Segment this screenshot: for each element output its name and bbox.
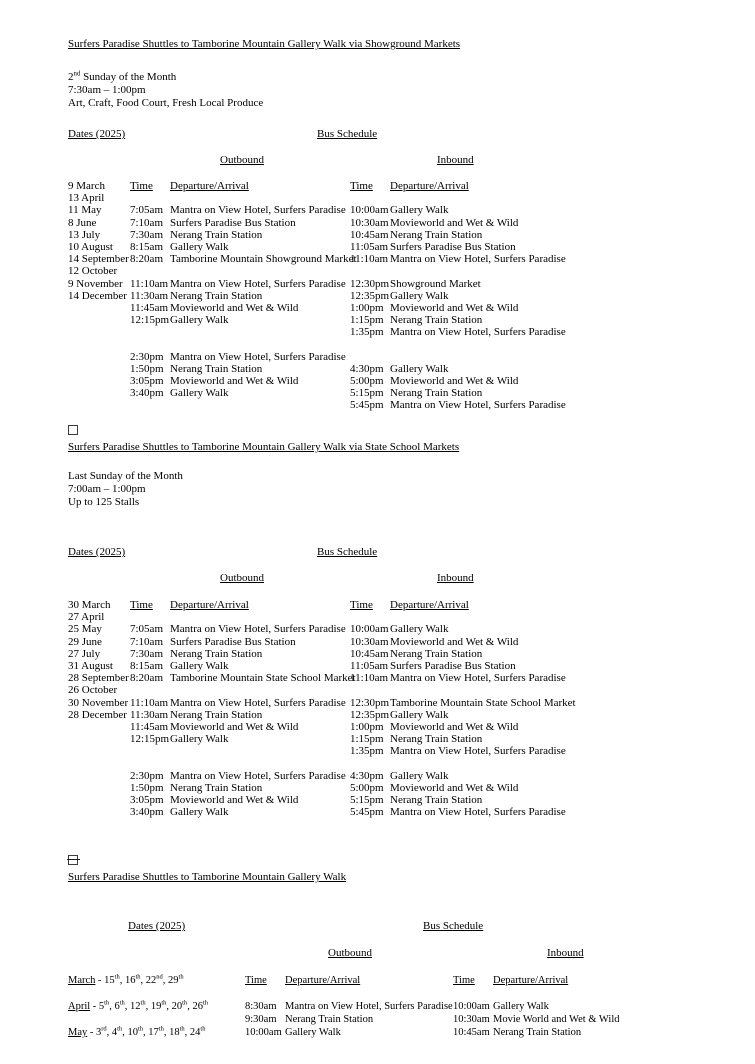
row-date (68, 326, 130, 338)
row-inbound-place (390, 351, 735, 363)
row-outbound-time: 1:50pm (130, 781, 164, 794)
schedule-row (68, 623, 735, 635)
schedule-row (68, 794, 735, 806)
row-inbound-place: Nerang Train Station (390, 314, 483, 327)
month-days: - 3rd, 4th, 10th, 17th, 18th, 24th (87, 1025, 206, 1038)
row-outbound-time (130, 684, 170, 696)
row-inbound-place: Movieworld and Wet & Wild (390, 635, 519, 648)
row-date: 25 May (68, 623, 102, 636)
schedule-row (68, 363, 735, 375)
row-date (68, 757, 130, 769)
row-outbound-time: 11:30am (130, 289, 169, 302)
month-name: March (68, 975, 96, 986)
month-days: - 5th, 6th, 12th, 19th, 20th, 26th (90, 999, 209, 1012)
section3-title: Surfers Paradise Shuttles to Tamborine Mountain Gallery Walk (68, 871, 347, 883)
section1-outbound-label: Outbound (220, 154, 264, 166)
row-inbound-place: Mantra on View Hotel, Surfers Paradise (390, 806, 566, 819)
schedule-row (68, 204, 735, 216)
row-inbound-time: 1:00pm (350, 301, 384, 314)
row-inbound-time: 11:10am (350, 253, 389, 266)
row-inbound-place (390, 757, 735, 769)
row-date (68, 302, 130, 314)
row-outbound-place: Mantra on View Hotel, Surfers Paradise (170, 204, 346, 217)
schedule-row (68, 375, 735, 387)
row-inbound-time: 1:35pm (350, 745, 384, 758)
row-outbound-time: 7:05am (130, 204, 163, 217)
row-inbound-place: Movieworld and Wet & Wild (390, 720, 519, 733)
row-outbound-place: Nerang Train Station (170, 647, 263, 660)
schedule-row (68, 290, 735, 302)
row-outbound-place: Gallery Walk (170, 387, 229, 400)
row-outbound-place: Mantra on View Hotel, Surfers Paradise (285, 1001, 453, 1012)
row-inbound-place (390, 265, 735, 277)
row-inbound-place: Movieworld and Wet & Wild (390, 375, 519, 387)
row-outbound-time: 2:30pm (130, 350, 164, 363)
row-outbound-time (130, 745, 170, 757)
row-date: 31 August (68, 659, 113, 672)
section3-outbound-label: Outbound (328, 947, 372, 959)
row-outbound-time: 11:10am (130, 277, 169, 290)
empty-checkbox-icon[interactable] (68, 855, 78, 865)
row-inbound-time: 1:15pm (350, 733, 384, 746)
section2-outbound-label: Outbound (220, 572, 264, 584)
row-date (68, 375, 130, 387)
row-date (68, 387, 130, 399)
row-inbound-time: 10:30am (453, 1014, 490, 1025)
schedule-row (68, 265, 735, 277)
row-outbound-time: 1:50pm (130, 362, 164, 375)
row-inbound-place: Mantra on View Hotel, Surfers Paradise (390, 672, 566, 685)
row-outbound-place: Nerang Train Station (170, 781, 263, 794)
row-outbound-time (130, 399, 170, 411)
row-inbound-time: 10:00am (350, 204, 389, 217)
schedule-row (68, 278, 735, 290)
row-inbound-place (390, 192, 735, 204)
row-inbound-time: 12:35pm (350, 708, 390, 721)
section1-col-in-time: Time (350, 180, 373, 192)
section2-col-out-departure: Departure/Arrival (170, 599, 249, 611)
row-date: 28 December (68, 708, 127, 721)
row-inbound-time (350, 611, 390, 623)
row-date (68, 733, 130, 745)
row-outbound-time: 11:45am (130, 720, 169, 733)
section1-frequency: 2nd Sunday of the Month (68, 70, 177, 83)
row-inbound-place: Mantra on View Hotel, Surfers Paradise (390, 326, 566, 339)
section2-header-row (68, 599, 735, 611)
row-outbound-time (130, 192, 170, 204)
row-outbound-time: 7:10am (130, 216, 163, 229)
section1-hours: 7:30am – 1:00pm (68, 83, 146, 96)
row-inbound-place: Nerang Train Station (390, 387, 483, 400)
schedule-row (68, 770, 735, 782)
month-days: - 15th, 16th, 22nd, 29th (95, 973, 184, 986)
row-inbound-place: Movieworld and Wet & Wild (390, 301, 519, 314)
row-date (68, 1026, 245, 1039)
row-outbound-place: Surfers Paradise Bus Station (170, 635, 296, 648)
row-date (68, 1013, 245, 1026)
row-date: 9 November (68, 277, 123, 290)
row-outbound-place: Mantra on View Hotel, Surfers Paradise (170, 623, 346, 636)
row-outbound-place: Mantra on View Hotel, Surfers Paradise (170, 696, 346, 709)
row-inbound-time: 4:30pm (350, 769, 384, 782)
row-date: 29 June (68, 635, 102, 648)
schedule-row (68, 229, 735, 241)
row-outbound-time (245, 987, 285, 1000)
schedule-row (68, 987, 745, 1000)
row-outbound-place: Mantra on View Hotel, Surfers Paradise (170, 769, 346, 782)
row-outbound-time (130, 338, 170, 350)
row-inbound-time: 10:00am (453, 1001, 490, 1012)
row-date (68, 721, 130, 733)
section2-col-out-time: Time (130, 599, 153, 611)
row-outbound-place: Nerang Train Station (170, 228, 263, 241)
section2-info (68, 470, 183, 508)
row-outbound-time: 3:05pm (130, 794, 164, 806)
row-inbound-place: Tamborine Mountain State School Market (390, 696, 576, 709)
section2-bus-schedule-label: Bus Schedule (317, 546, 378, 558)
section2-dates-label: Dates (2025) (68, 546, 126, 558)
row-inbound-time: 12:30pm (350, 696, 390, 709)
row-outbound-time: 8:15am (130, 240, 163, 253)
row-date (68, 770, 130, 782)
row-outbound-time: 8:15am (130, 659, 163, 672)
row-inbound-time (350, 192, 390, 204)
section1-inbound-label: Inbound (437, 154, 474, 166)
row-inbound-time: 1:35pm (350, 326, 384, 339)
schedule-row (68, 782, 735, 794)
row-outbound-place (170, 684, 350, 696)
section1-col-out-time: Time (130, 180, 153, 192)
row-date: 13 July (68, 228, 101, 241)
row-date: 10 August (68, 240, 113, 253)
schedule-row (68, 1000, 745, 1013)
row-date: 27 July (68, 647, 101, 660)
row-outbound-place: Gallery Walk (170, 733, 229, 746)
row-outbound-place: Gallery Walk (170, 659, 229, 672)
schedule-row (68, 709, 735, 721)
row-inbound-time: 1:00pm (350, 720, 384, 733)
schedule-row (68, 1013, 745, 1026)
row-date (68, 363, 130, 375)
row-outbound-time: 7:30am (130, 647, 163, 660)
schedule-row (68, 684, 735, 696)
row-outbound-place (170, 399, 350, 411)
section3-inbound-label: Inbound (547, 947, 584, 959)
row-outbound-place: Movieworld and Wet & Wild (170, 301, 299, 314)
row-outbound-place: Gallery Walk (170, 240, 229, 253)
section1-info (68, 71, 263, 109)
row-inbound-place: Movieworld and Wet & Wild (390, 216, 519, 229)
row-inbound-place: Nerang Train Station (390, 647, 483, 660)
schedule-row (68, 721, 735, 733)
row-inbound-time: 12:35pm (350, 289, 390, 302)
schedule-row (68, 241, 735, 253)
row-date (68, 1000, 245, 1013)
row-date: 8 June (68, 216, 97, 229)
section1-header-row (68, 180, 735, 192)
row-inbound-place: Surfers Paradise Bus Station (390, 240, 516, 253)
row-inbound-place: Mantra on View Hotel, Surfers Paradise (390, 745, 566, 758)
row-outbound-time: 12:15pm (130, 733, 170, 746)
schedule-row (68, 326, 735, 338)
schedule-row (68, 217, 735, 229)
row-outbound-time: 8:30am (245, 1001, 277, 1012)
row-inbound-place: Gallery Walk (493, 1001, 549, 1012)
row-outbound-time: 11:10am (130, 696, 169, 709)
schedule-row (68, 611, 735, 623)
row-outbound-place (170, 338, 350, 350)
row-inbound-place: Movieworld and Wet & Wild (390, 781, 519, 794)
row-outbound-place: Tamborine Mountain State School Market (170, 672, 356, 685)
row-inbound-time: 5:00pm (350, 375, 384, 387)
month-name: April (68, 1001, 91, 1012)
row-date (68, 399, 130, 411)
row-date: 30 November (68, 696, 129, 709)
row-outbound-place: Gallery Walk (285, 1027, 341, 1038)
row-inbound-place: Mantra on View Hotel, Surfers Paradise (390, 253, 566, 266)
section2-description: Up to 125 Stalls (68, 495, 140, 508)
row-date (68, 794, 130, 806)
row-inbound-place: Gallery Walk (390, 362, 449, 375)
row-inbound-time: 10:45am (350, 647, 389, 660)
row-date (68, 351, 130, 363)
row-outbound-place (170, 611, 350, 623)
row-inbound-time: 10:45am (350, 228, 389, 241)
section2-inbound-label: Inbound (437, 572, 474, 584)
row-date: 11 May (68, 204, 102, 217)
row-inbound-time: 5:45pm (350, 806, 384, 819)
section3-col-in-departure: Departure/Arrival (493, 975, 569, 986)
schedule-row (68, 338, 735, 350)
section3-schedule-table (68, 974, 745, 1039)
schedule-row (68, 636, 735, 648)
section2-frequency: Last Sunday of the Month (68, 470, 183, 482)
row-date (68, 745, 130, 757)
row-outbound-place (170, 192, 350, 204)
schedule-row (68, 697, 735, 709)
section1-rows (68, 192, 735, 411)
row-inbound-time: 12:30pm (350, 277, 390, 290)
schedule-row (68, 745, 735, 757)
schedule-row (68, 648, 735, 660)
row-outbound-time: 3:40pm (130, 387, 164, 400)
section3-header-row (68, 974, 745, 987)
row-inbound-place: Movie World and Wet & Wild (493, 1014, 620, 1025)
row-outbound-place: Mantra on View Hotel, Surfers Paradise (170, 350, 346, 363)
section2-title: Surfers Paradise Shuttles to Tamborine Mountain Gallery Walk via State School Markets (68, 441, 460, 453)
row-inbound-place: Nerang Train Station (390, 228, 483, 241)
row-inbound-time: 1:15pm (350, 314, 384, 327)
row-outbound-place (170, 745, 350, 757)
month-name: May (68, 1027, 88, 1038)
row-outbound-time: 7:05am (130, 623, 163, 636)
row-date: 13 April (68, 192, 105, 205)
row-date: 12 October (68, 265, 118, 278)
row-date (68, 987, 245, 1000)
row-inbound-place (493, 987, 745, 1000)
row-outbound-place: Gallery Walk (170, 806, 229, 819)
row-inbound-time: 11:05am (350, 659, 389, 672)
section3-col-out-departure: Departure/Arrival (285, 975, 361, 986)
schedule-row (68, 660, 735, 672)
section1-col-in-departure: Departure/Arrival (390, 180, 469, 192)
row-outbound-time (130, 611, 170, 623)
empty-checkbox-icon[interactable] (68, 425, 78, 435)
row-date (68, 314, 130, 326)
section1-schedule-table (68, 180, 735, 412)
section1-title: Surfers Paradise Shuttles to Tamborine Mountain Gallery Walk via Showground Markets (68, 38, 461, 50)
section3-rows (68, 987, 745, 1039)
section3-header-date (68, 974, 245, 987)
row-inbound-place (390, 611, 735, 623)
row-date (68, 338, 130, 350)
row-outbound-time (130, 326, 170, 338)
section1-header-date: 9 March (68, 180, 105, 192)
row-outbound-time: 7:30am (130, 228, 163, 241)
row-date: 27 April (68, 611, 105, 624)
row-inbound-time (350, 265, 390, 277)
row-outbound-time (130, 265, 170, 277)
row-outbound-time: 3:05pm (130, 375, 164, 387)
row-inbound-place: Showground Market (390, 277, 481, 290)
row-outbound-time: 11:30am (130, 708, 169, 721)
row-inbound-time: 10:30am (350, 635, 389, 648)
schedule-row (68, 302, 735, 314)
row-inbound-time: 5:45pm (350, 399, 384, 412)
schedule-row (68, 192, 735, 204)
row-inbound-place (390, 338, 735, 350)
section1-bus-schedule-label: Bus Schedule (317, 128, 378, 140)
row-inbound-time: 5:15pm (350, 794, 384, 806)
row-outbound-place: Movieworld and Wet & Wild (170, 375, 299, 387)
row-inbound-place: Surfers Paradise Bus Station (390, 659, 516, 672)
section3-col-in-time: Time (453, 975, 475, 986)
row-inbound-time: 11:05am (350, 240, 389, 253)
row-outbound-place: Nerang Train Station (170, 289, 263, 302)
schedule-row (68, 314, 735, 326)
row-inbound-time: 10:30am (350, 216, 389, 229)
row-outbound-place: Movieworld and Wet & Wild (170, 794, 299, 806)
row-date (68, 782, 130, 794)
row-inbound-place: Nerang Train Station (390, 733, 483, 746)
row-inbound-time (350, 757, 390, 769)
schedule-row (68, 733, 735, 745)
row-inbound-time: 11:10am (350, 672, 389, 685)
row-outbound-time: 8:20am (130, 672, 163, 685)
row-outbound-time: 11:45am (130, 301, 169, 314)
section3-col-out-time: Time (245, 975, 267, 986)
row-inbound-place: Nerang Train Station (390, 794, 483, 806)
section2-rows (68, 611, 735, 818)
section1-description: Art, Craft, Food Court, Fresh Local Produce (68, 96, 264, 109)
row-inbound-place: Nerang Train Station (493, 1027, 582, 1038)
row-date (68, 806, 130, 818)
section2-col-in-time: Time (350, 599, 373, 611)
row-date: 28 September (68, 672, 129, 685)
section2-hours: 7:00am – 1:00pm (68, 482, 146, 495)
section2-header-date: 30 March (68, 599, 111, 611)
schedule-row (68, 253, 735, 265)
schedule-row (68, 806, 735, 818)
row-inbound-time: 10:00am (350, 623, 389, 636)
row-date: 14 December (68, 289, 127, 302)
row-outbound-place: Movieworld and Wet & Wild (170, 720, 299, 733)
row-outbound-place: Nerang Train Station (285, 1014, 374, 1025)
section1-dates-label: Dates (2025) (68, 128, 126, 140)
row-outbound-place (170, 326, 350, 338)
section3-dates-label: Dates (2025) (128, 920, 186, 932)
row-date: 14 September (68, 253, 129, 266)
row-inbound-place: Gallery Walk (390, 708, 449, 721)
row-inbound-time (350, 351, 390, 363)
section3-bus-schedule-label: Bus Schedule (423, 920, 484, 932)
row-inbound-time: 4:30pm (350, 362, 384, 375)
row-inbound-time: 10:45am (453, 1027, 490, 1038)
row-inbound-place (390, 684, 735, 696)
row-inbound-time (350, 684, 390, 696)
row-inbound-place: Mantra on View Hotel, Surfers Paradise (390, 399, 566, 412)
row-outbound-time: 9:30am (245, 1014, 277, 1025)
row-outbound-time (130, 757, 170, 769)
row-outbound-place: Surfers Paradise Bus Station (170, 216, 296, 229)
schedule-row (68, 351, 735, 363)
row-outbound-place: Mantra on View Hotel, Surfers Paradise (170, 277, 346, 290)
row-outbound-time: 8:20am (130, 253, 163, 266)
schedule-row (68, 757, 735, 769)
row-outbound-time: 2:30pm (130, 769, 164, 782)
row-outbound-time: 10:00am (245, 1027, 282, 1038)
row-outbound-place: Nerang Train Station (170, 362, 263, 375)
section2-schedule-table (68, 599, 735, 818)
row-inbound-place: Gallery Walk (390, 204, 449, 217)
row-inbound-time (350, 338, 390, 350)
row-outbound-time: 12:15pm (130, 314, 170, 327)
schedule-row (68, 399, 735, 411)
row-inbound-place: Gallery Walk (390, 289, 449, 302)
row-inbound-time: 5:15pm (350, 387, 384, 400)
row-outbound-place (170, 757, 350, 769)
row-inbound-time (453, 987, 493, 1000)
row-date: 26 October (68, 684, 118, 697)
section1-col-out-departure: Departure/Arrival (170, 180, 249, 192)
row-outbound-place (285, 987, 453, 1000)
schedule-row (68, 672, 735, 684)
row-inbound-place: Gallery Walk (390, 623, 449, 636)
row-inbound-place: Gallery Walk (390, 769, 449, 782)
row-outbound-time: 7:10am (130, 635, 163, 648)
schedule-row (68, 387, 735, 399)
row-outbound-time: 3:40pm (130, 806, 164, 819)
row-outbound-place: Gallery Walk (170, 314, 229, 327)
row-outbound-place: Tamborine Mountain Showground Market (170, 253, 357, 266)
row-outbound-place: Nerang Train Station (170, 708, 263, 721)
schedule-row (68, 1026, 745, 1039)
row-inbound-time: 5:00pm (350, 781, 384, 794)
row-outbound-place (170, 265, 350, 277)
section2-col-in-departure: Departure/Arrival (390, 599, 469, 611)
